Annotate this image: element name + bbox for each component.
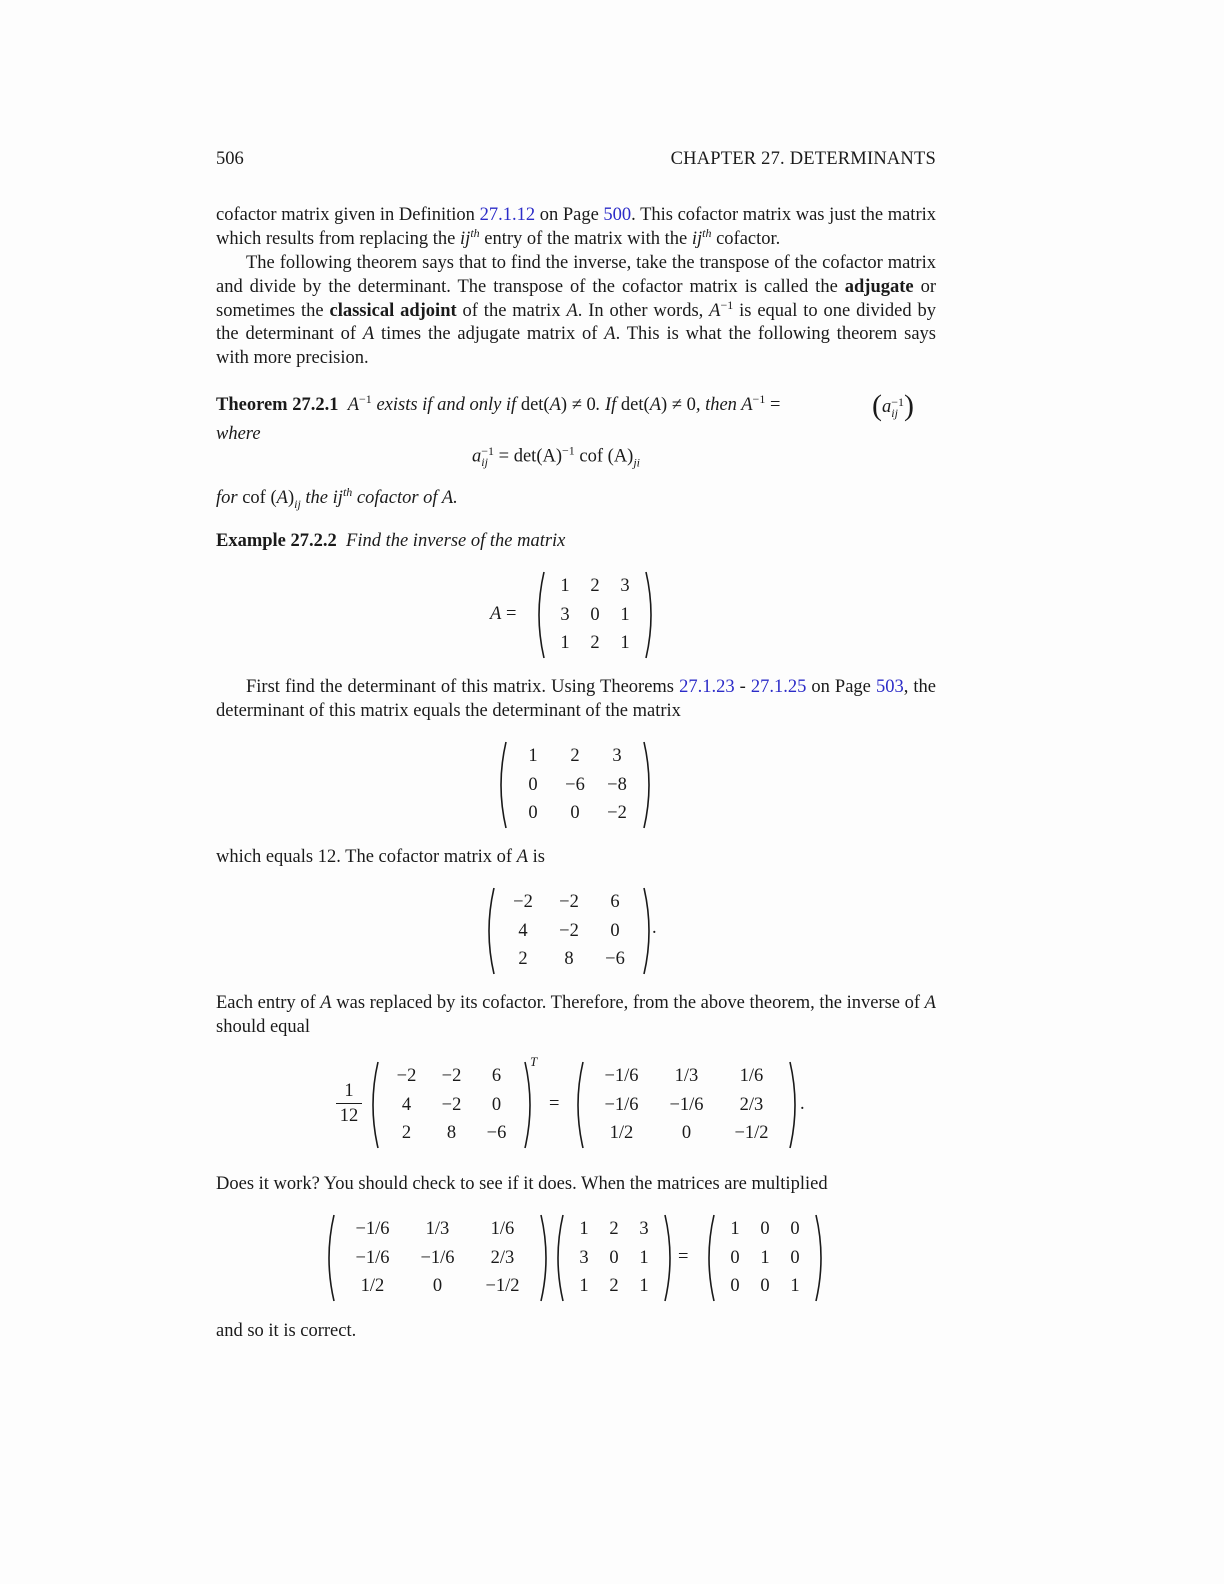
text: was replaced by its cofactor. Therefore, from the above theorem, the inverse of [331,993,925,1013]
matrix-cell: 0 [760,1276,770,1297]
matrix-a-check [553,1215,675,1301]
text: = det(A) [498,446,562,467]
text: First find the determinant of this matrix. Using Theorems [246,677,680,697]
theorem-statement: Theorem 27.2.1 $A^{-1}$ exists if and only if det(A) ≠ 0. If det(A) ≠ 0, then $A^{-1}$ = [216,392,781,415]
term-adjugate: adjugate [844,276,914,297]
paragraph-adjugate: The following theorem says that to find the inverse, take the transpose of the cofactor matrix and divide by the determinant. The transpose of the cofactor matrix is called the adjugate or sometimes the classical adjoint of the matrix A. In other words, $A^{-1}$ is equal to one divided by the determinant of A times the adjugate matrix of A. This is what the following theorem says with more precision. [216,253,936,369]
text: Find the inverse of the matrix [346,531,566,551]
matrix-cell: 4 [518,920,528,941]
text: , the determinant of this matrix equals the determinant of the matrix [216,677,936,721]
text: cofactor. [711,228,781,249]
matrix-cell: 3 [579,1247,589,1268]
text: cof (A) [579,446,634,467]
matrix-inverse-check [324,1215,551,1301]
text: on Page [806,677,876,697]
right-paren [644,572,656,658]
text: . This is what the following theorem says with more precision. [216,324,936,369]
matrix-cell: 1 [730,1219,740,1240]
matrix-cell: −1/6 [669,1094,704,1115]
text: . This cofactor matrix was just the matrix which results from replacing the [216,205,936,249]
matrix-cell: 0 [528,774,538,795]
matrix-cell: 6 [610,892,620,913]
text: . If [595,395,621,415]
matrix-cell: 1 [639,1247,649,1268]
matrix-cell: 3 [612,746,622,767]
matrix-cell: 0 [590,604,600,625]
matrix-cell: −1/6 [604,1066,639,1087]
matrix-cell: 1/2 [360,1276,385,1297]
matrix-cell: 2 [609,1219,619,1240]
fraction-one-twelfth [336,1080,362,1127]
left-paren [496,742,508,828]
right-paren [523,1062,535,1148]
text: of the matrix [456,300,567,321]
text: the [300,488,333,508]
right-paren [788,1062,800,1148]
text: entry of the matrix with the [479,228,692,249]
matrix-cell: 1 [620,633,630,654]
matrix-cell: 8 [446,1123,457,1144]
text: is equal to one divided by the determinant of [216,300,936,345]
matrix-cell: 1/3 [674,1066,699,1087]
matrix-cell: 4 [401,1094,412,1115]
text: on Page [535,205,604,225]
matrix-cell: 2 [570,746,580,767]
document-page [216,0,936,1584]
example-statement [216,530,936,554]
left-paren [704,1215,716,1301]
text: - [734,677,751,697]
text: and so it is correct. [216,1321,357,1341]
matrix-cell: 1 [528,746,538,767]
left-paren [573,1062,585,1148]
text: which equals 12. The cofactor matrix of [216,847,517,867]
matrix-cell: −1/6 [355,1247,390,1268]
matrix-cell: −1/2 [734,1123,769,1144]
matrix-a [534,572,656,658]
matrix-cell: −8 [607,774,627,795]
matrix-cell: 0 [790,1219,800,1240]
text: is [528,847,545,867]
theorem-where [216,423,936,447]
matrix-cell: 3 [639,1219,649,1240]
theorem-tail: for cof $(A)_{ij}$ the $ij^{th}$ cofactor of A. [216,485,458,511]
paragraph-conclusion [216,1320,936,1344]
period: . [800,1094,805,1114]
equals-sign: = [549,1094,560,1114]
paragraph-inverse: Each entry of A was replaced by its cofactor. Therefore, from the above theorem, the inverse of A should equal [216,993,936,1037]
matrix-cell: −2 [607,803,627,824]
transpose-symbol: T [530,1054,538,1069]
fraction-denominator: 12 [339,1106,359,1126]
link-page[interactable]: 500 [603,205,632,225]
right-paren [642,742,654,828]
matrix-cell: 3 [560,604,570,625]
matrix-cell: −2 [559,920,579,941]
matrix-cell: 0 [528,803,538,824]
matrix-cell: 2 [609,1276,619,1297]
matrix-cell: 0 [609,1247,619,1268]
matrix-cell: 2/3 [490,1247,515,1268]
matrix-cell: 0 [730,1247,740,1268]
page-number: 506 [216,149,244,169]
matrix-reduced [496,742,654,828]
matrix-cell: 1 [760,1247,770,1268]
matrix-cell: 0 [570,803,580,824]
left-paren [553,1215,565,1301]
text: . In other words, [577,300,710,321]
matrix-cofactor [484,888,654,974]
link-theorem-start[interactable]: 27.1.23 [679,677,735,697]
term-classical-adjoint: classical adjoint [329,300,457,321]
theorem-label: Theorem 27.2.1 [216,395,339,415]
matrix-cell: 3 [620,576,630,597]
left-paren [324,1215,336,1301]
example-label: Example 27.2.2 [216,531,337,551]
matrix-cell: −6 [605,949,625,970]
matrix-cell: 0 [432,1276,443,1297]
equals-sign: = [678,1247,689,1267]
text: , then [695,395,742,415]
right-paren [539,1215,551,1301]
paragraph-check [216,1173,936,1197]
matrix-cell: 1 [579,1219,589,1240]
matrix-cell: −2 [513,892,533,913]
matrix-a-lhs: A = [490,604,517,624]
matrix-cell: 0 [610,920,620,941]
matrix-cell: −6 [565,774,585,795]
matrix-cell: 2 [590,633,600,654]
text: times the adjugate matrix of [374,324,605,345]
theorem-formula: a −1 ij = $\det(A)^{-1}$ cof $(A)_{ji}$ [472,443,641,470]
matrix-cell: 1/6 [490,1219,515,1240]
matrix-cell: −2 [396,1066,417,1087]
chapter-title: CHAPTER 27. DETERMINANTS [670,149,936,169]
text: exists if and only if [371,395,521,415]
right-paren [663,1215,675,1301]
matrix-cell: −2 [441,1066,462,1087]
matrix-cell: −2 [441,1094,462,1115]
text: Each entry of [216,993,321,1013]
paragraph-determinant [216,676,936,724]
matrix-inverse [573,1062,800,1148]
text: cofactor of A. [352,488,458,508]
right-paren [814,1215,826,1301]
paragraph-cofactor-intro: cofactor matrix given in Definition 27.1.12 on Page 500. This cofactor matrix was just the matrix which results from replacing the $ij^{th}$ entry of the matrix with the $ij^{th}$ cofactor. [216,205,936,249]
matrix-cell: −1/6 [420,1247,455,1268]
matrix-identity [704,1215,826,1301]
matrix-cell: 2 [590,576,600,597]
matrix-cell: 1 [560,633,570,654]
matrix-cell: −1/6 [604,1094,639,1115]
matrix-cell: 2 [518,949,528,970]
text: for [216,488,243,508]
left-paren [484,888,496,974]
matrix-cell: 1 [620,604,630,625]
matrix-cell: 1 [579,1276,589,1297]
matrix-cell: 2 [401,1123,412,1144]
left-paren [534,572,546,658]
fraction-bar [336,1103,362,1104]
matrix-cell: 0 [681,1123,692,1144]
matrix-cell: 0 [790,1247,800,1268]
matrix-cell: 0 [760,1219,770,1240]
matrix-cell: 0 [730,1276,740,1297]
text: The following theorem says that to find the inverse, take the transpose of the cofactor matrix and divide by the determinant. The transpose of the cofactor matrix is called the [216,253,936,297]
matrix-cell: 1/2 [609,1123,634,1144]
matrix-cell: 1 [790,1276,800,1297]
matrix-cofactor-transposed [368,1062,535,1148]
matrix-cell: −6 [486,1123,507,1144]
link-theorem-end[interactable]: 27.1.25 [750,677,807,697]
fraction-numerator: 1 [344,1081,354,1101]
text: Does it work? You should check to see if it does. When the matrices are multiplied [216,1174,828,1194]
matrix-cell: −2 [559,892,579,913]
text: or sometimes the [216,276,936,321]
text: where [216,424,261,444]
matrix-cell: 1 [560,576,570,597]
matrix-cell: 1 [639,1276,649,1297]
paragraph-cofactor-matrix: which equals 12. The cofactor matrix of A is [216,847,545,867]
matrix-cell: 0 [491,1094,502,1115]
link-definition[interactable]: 27.1.12 [479,205,536,225]
text: cofactor matrix given in Definition [216,205,480,225]
link-page-503[interactable]: 503 [875,677,904,697]
matrix-cell: 2/3 [739,1094,764,1115]
text: should equal [216,1016,311,1037]
matrix-cell: −1/6 [355,1219,390,1240]
running-header [216,149,936,173]
theorem-inverse-entry: (a −1 ij ) [872,389,915,422]
matrix-cell: 1/6 [739,1066,764,1087]
matrix-cell: 1/3 [425,1219,450,1240]
matrix-cell: −1/2 [485,1276,520,1297]
matrix-cell: 8 [564,949,574,970]
matrix-cell: 6 [491,1066,502,1087]
period: . [652,918,657,938]
left-paren [368,1062,380,1148]
